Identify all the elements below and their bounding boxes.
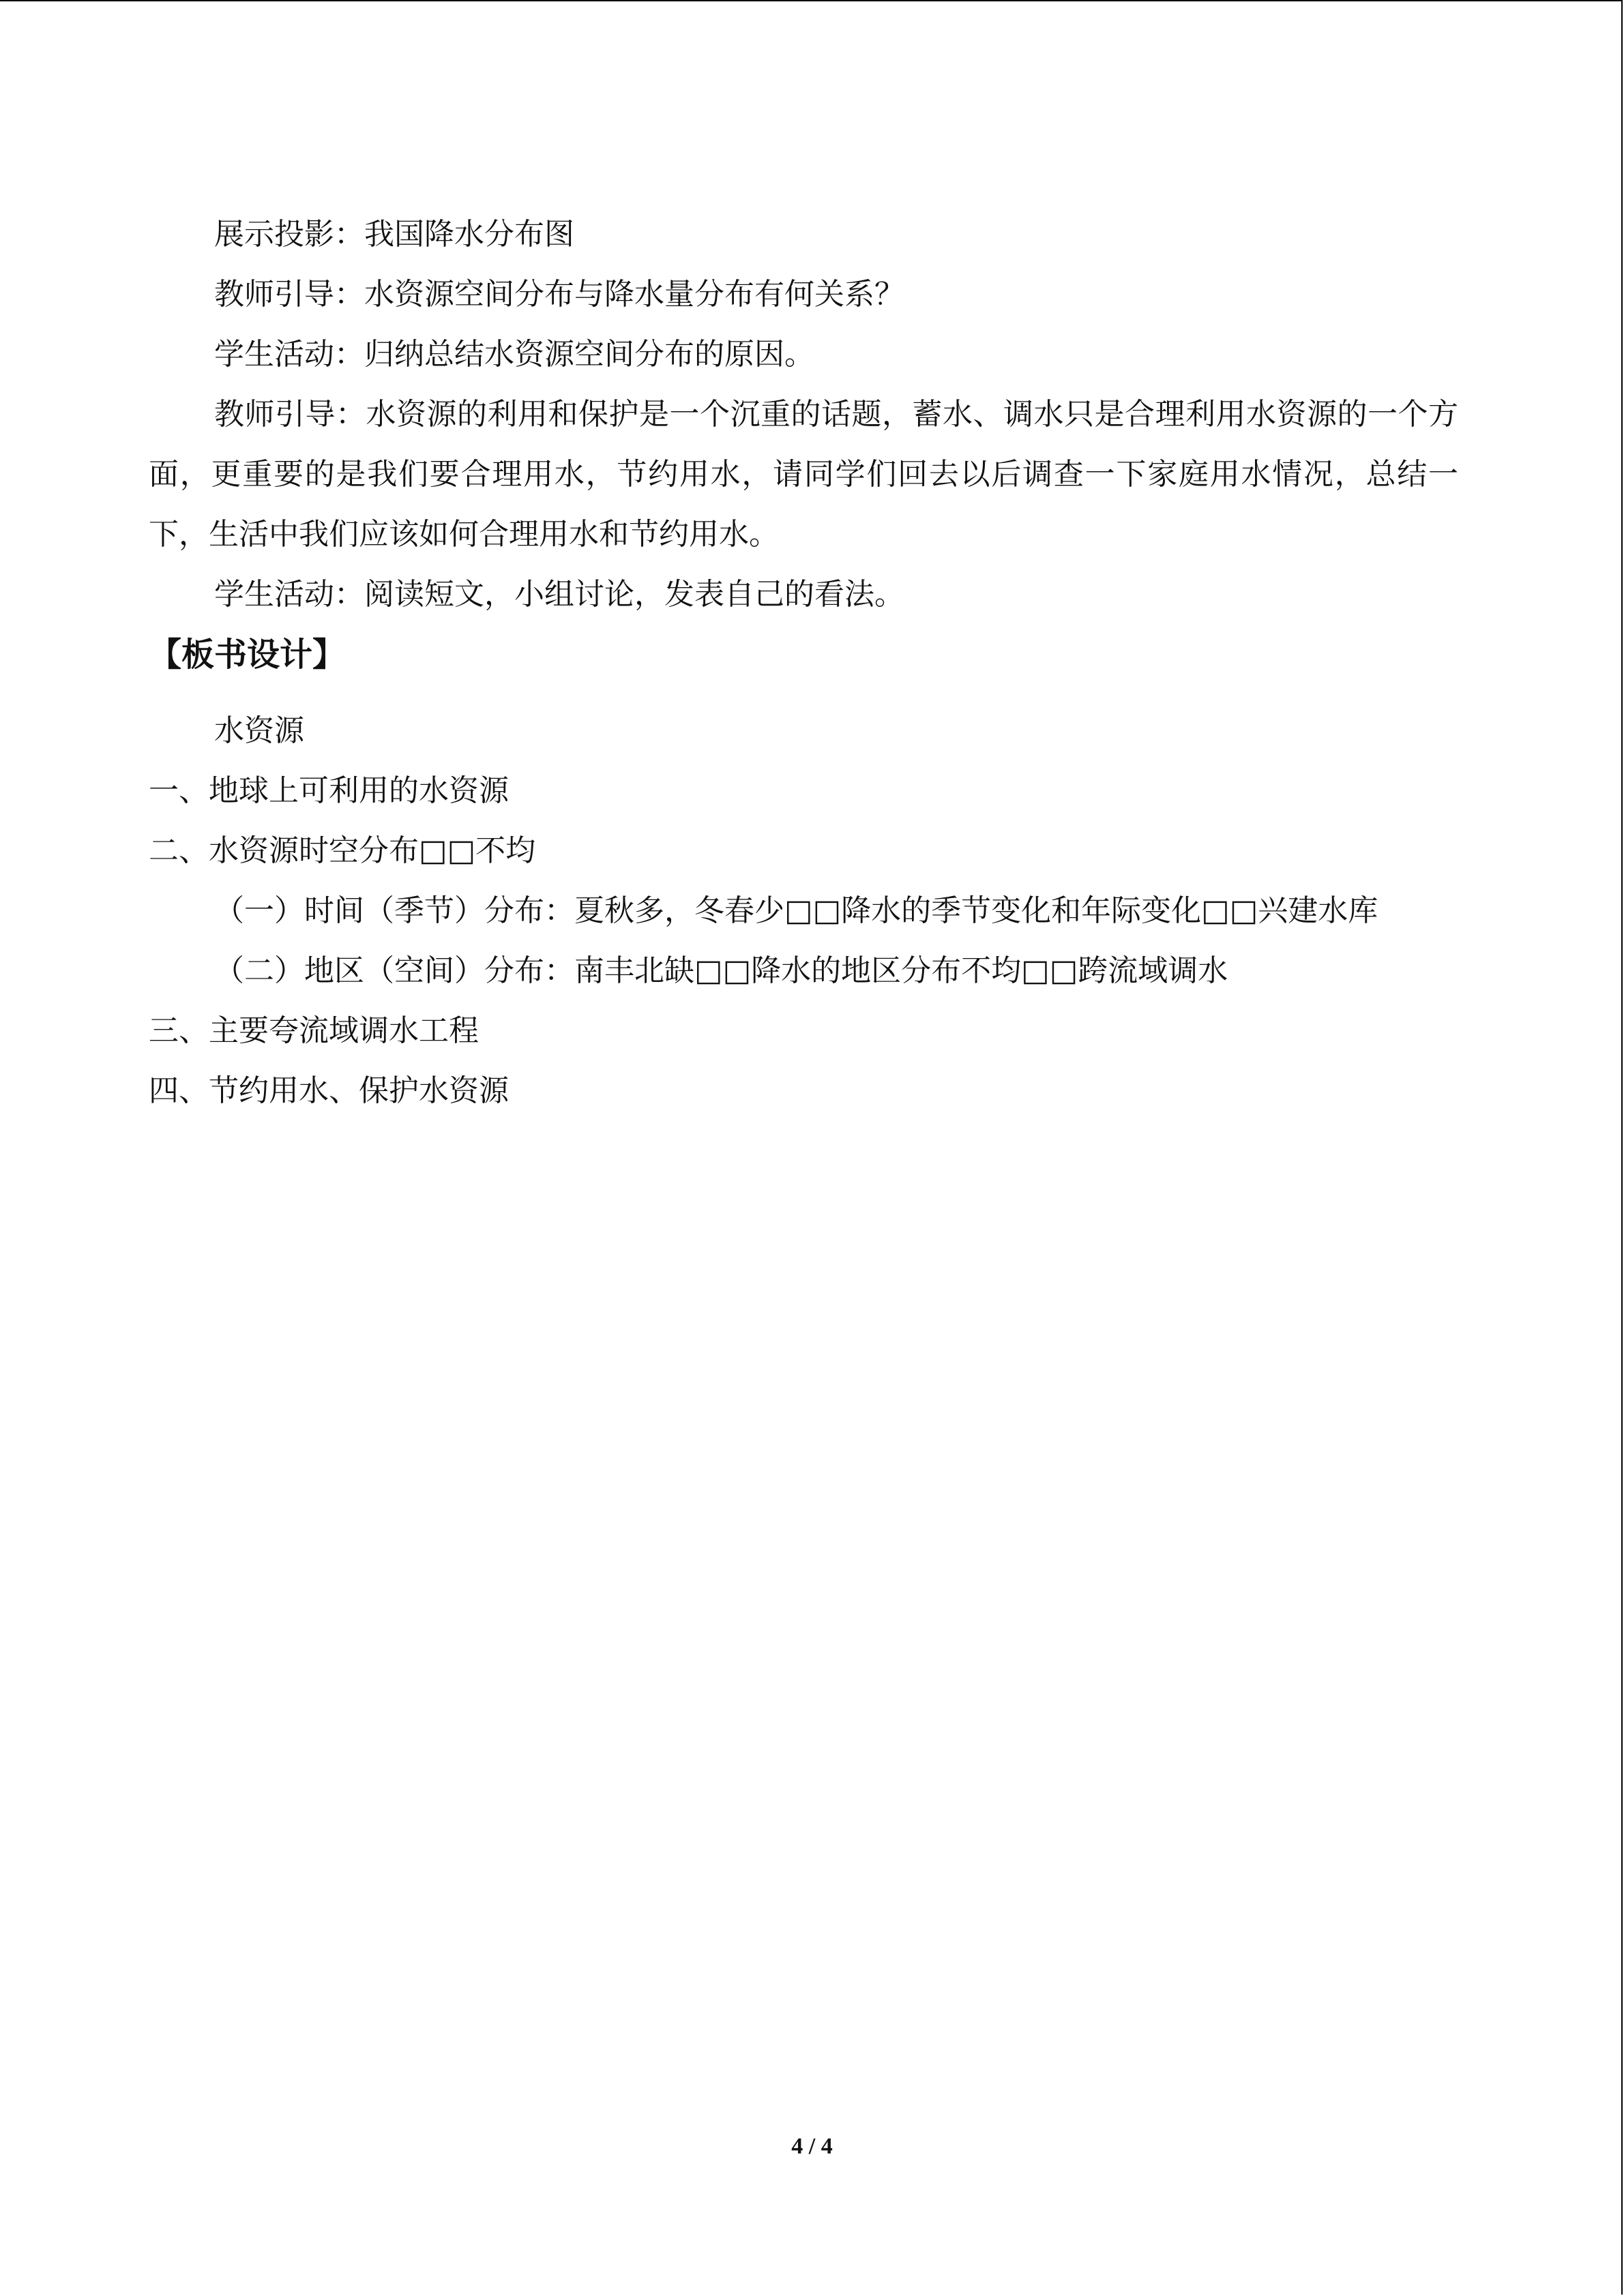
board-item-4: 四、节约用水、保护水资源 bbox=[149, 1073, 509, 1108]
paragraph-projection: 展示投影：我国降水分布图 bbox=[214, 217, 574, 252]
board-subitem-2: （二）地区（空间）分布：南丰北缺□□降水的地区分布不均□□跨流域调水 bbox=[214, 953, 1228, 988]
document-body bbox=[149, 205, 1458, 1121]
paragraph-teacher-guidance: 教师引导：水资源的利用和保护是一个沉重的话题，蓄水、调水只是合理利用水资源的一个方面，更重要的是我们要合理用水，节约用水，请同学们回去以后调查一下家庭用水情况，总结一下，生活中我们应该如何合理用水和节约用水。 bbox=[149, 397, 1458, 552]
board-title: 水资源 bbox=[214, 713, 304, 748]
board-item-3: 三、主要夸流域调水工程 bbox=[149, 1013, 479, 1048]
board-subitem-1: （一）时间（季节）分布：夏秋多，冬春少□□降水的季节变化和年际变化□□兴建水库 bbox=[214, 893, 1378, 928]
paragraph-student-summary: 学生活动：归纳总结水资源空间分布的原因。 bbox=[214, 337, 814, 372]
board-item-2: 二、水资源时空分布□□不均 bbox=[149, 833, 536, 868]
board-design-heading: 【板书设计】 bbox=[149, 636, 346, 674]
paragraph-teacher-question: 教师引导：水资源空间分布与降水量分布有何关系？ bbox=[214, 277, 904, 312]
paragraph-student-discussion: 学生活动：阅读短文，小组讨论，发表自己的看法。 bbox=[214, 577, 904, 612]
board-item-1: 一、地球上可利用的水资源 bbox=[149, 773, 509, 808]
page-number: 4 / 4 bbox=[791, 2134, 833, 2159]
